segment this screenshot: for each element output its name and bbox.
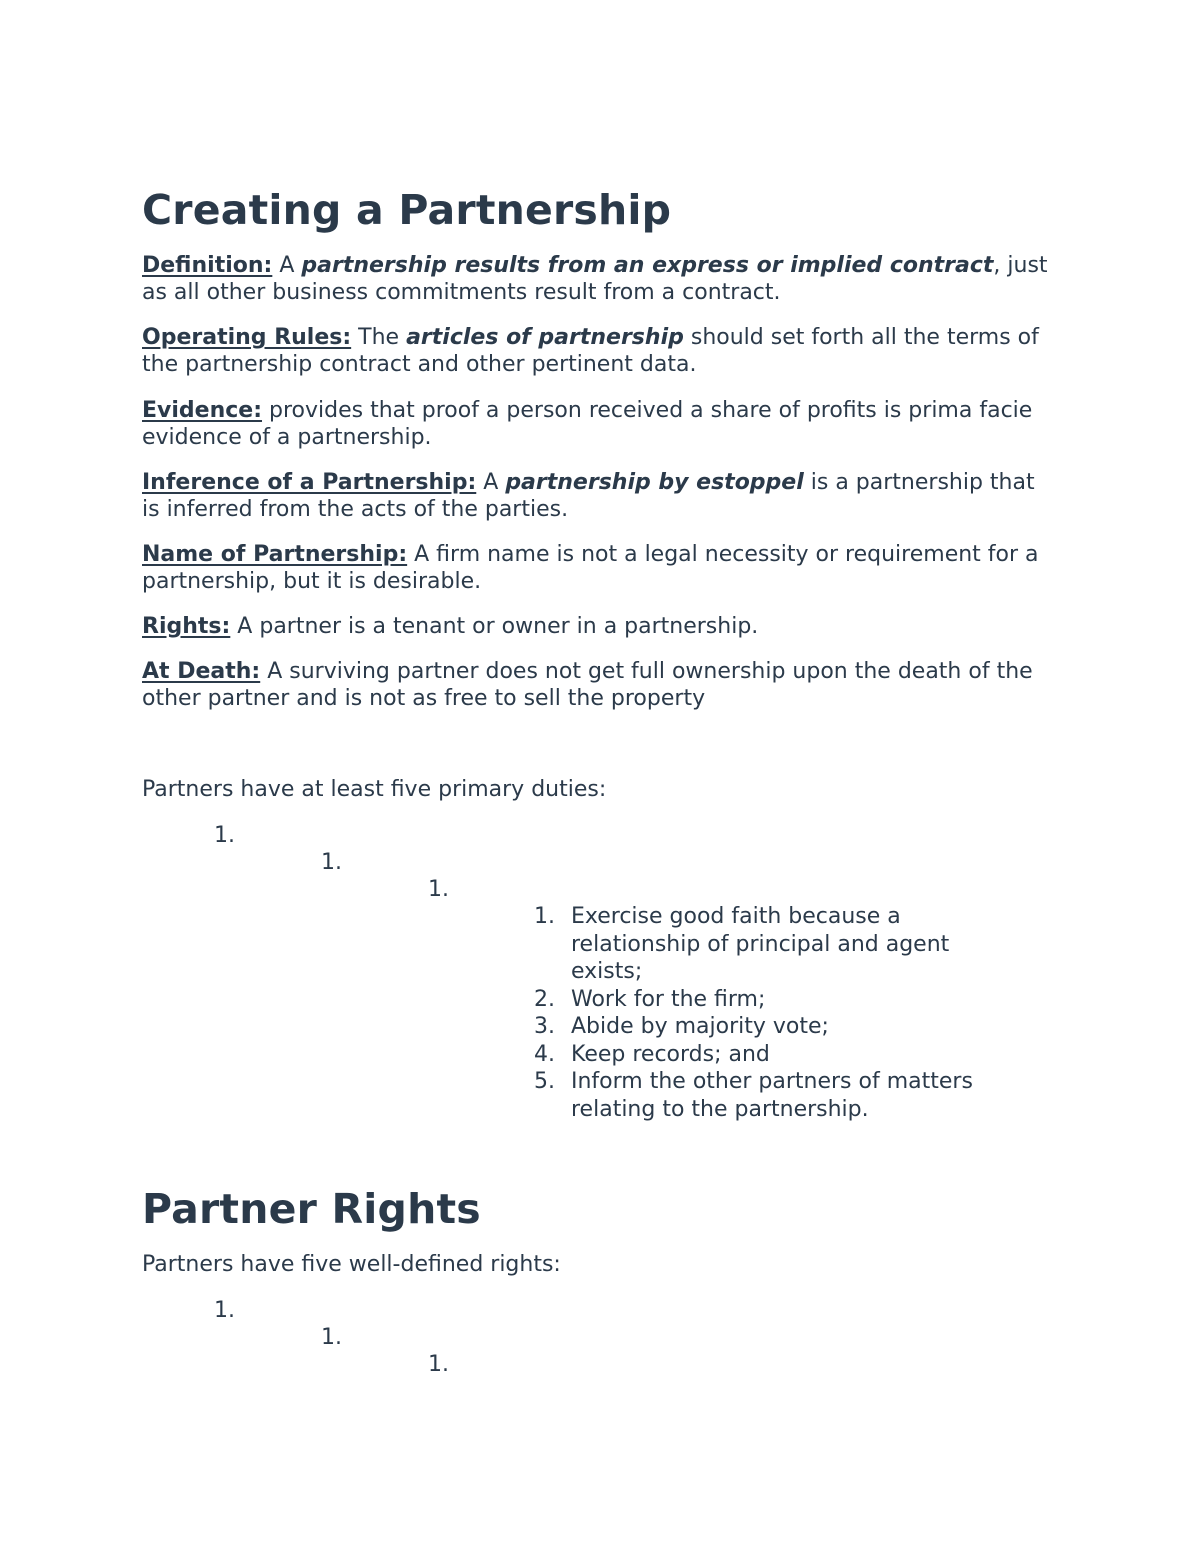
at-death-paragraph	[142, 658, 1057, 712]
list-number: 5.	[534, 1069, 555, 1094]
operating-rules-label: Operating Rules:	[142, 325, 352, 350]
empty-list-marker: 1.	[428, 877, 449, 902]
at-death-label: At Death:	[142, 659, 261, 684]
evidence-text: provides that proof a person received a share of profits is prima facie evidence of a partnership.	[142, 398, 1033, 450]
evidence-paragraph	[142, 397, 1057, 451]
duties-list	[534, 903, 1014, 1123]
definition-text: A	[272, 253, 302, 278]
evidence-label: Evidence:	[142, 398, 263, 423]
inference-text: A	[476, 470, 506, 495]
empty-list-marker: 1.	[428, 1352, 449, 1377]
definition-emphasis: partnership results from an express or implied contract	[301, 253, 994, 278]
definition-label: Definition:	[142, 253, 273, 278]
empty-list-marker: 1.	[321, 1325, 342, 1350]
inference-emphasis: partnership by estoppel	[505, 470, 804, 495]
list-item-text: Exercise good faith because a relationship of principal and agent exists;	[571, 904, 950, 984]
list-item	[534, 903, 1014, 986]
list-item	[534, 986, 1014, 1014]
section-title-partner-rights: Partner Rights	[142, 1185, 481, 1233]
rights-intro: Partners have five well-defined rights:	[142, 1252, 561, 1277]
list-number: 3.	[534, 1014, 555, 1039]
empty-list-marker: 1.	[321, 850, 342, 875]
operating-rules-text: The	[351, 325, 407, 350]
empty-list-marker: 1.	[214, 1298, 235, 1323]
rights-label: Rights:	[142, 614, 231, 639]
operating-rules-emphasis: articles of partnership	[406, 325, 684, 350]
operating-rules-text-end: should set forth all the terms of the partnership contract and other pertinent data.	[142, 325, 1039, 377]
list-number: 4.	[534, 1041, 555, 1067]
list-item-text: Work for the firm;	[571, 986, 766, 1012]
name-of-partnership-label: Name of Partnership:	[142, 542, 408, 567]
definition-paragraph	[142, 252, 1057, 306]
list-number: 1.	[534, 904, 555, 929]
duties-intro: Partners have at least five primary duties:	[142, 777, 607, 802]
inference-paragraph	[142, 469, 1057, 523]
definition-text-end: , just as all other business commitments result from a contract.	[142, 253, 1048, 305]
operating-rules-paragraph	[142, 324, 1057, 378]
inference-text-end: is a partnership that is inferred from the acts of the parties.	[142, 470, 1035, 522]
empty-list-marker: 1.	[214, 823, 235, 848]
section-title-creating-partnership: Creating a Partnership	[142, 186, 672, 234]
rights-text: A partner is a tenant or owner in a partnership.	[230, 614, 759, 639]
list-item	[534, 1013, 1014, 1041]
list-item-text: Abide by majority vote;	[571, 1014, 829, 1039]
list-number: 2.	[534, 986, 555, 1012]
list-item	[534, 1068, 1014, 1123]
list-item-text: Inform the other partners of matters relating to the partnership.	[571, 1069, 973, 1122]
list-item	[534, 1041, 1014, 1069]
at-death-text: A surviving partner does not get full ownership upon the death of the other partner and is not as free to sell the property	[142, 659, 1033, 711]
rights-paragraph	[142, 613, 1057, 640]
inference-label: Inference of a Partnership:	[142, 470, 477, 495]
list-item-text: Keep records; and	[571, 1041, 770, 1067]
name-of-partnership-paragraph	[142, 541, 1057, 595]
name-of-partnership-text: A firm name is not a legal necessity or requirement for a partnership, but it is desirable.	[142, 542, 1039, 594]
